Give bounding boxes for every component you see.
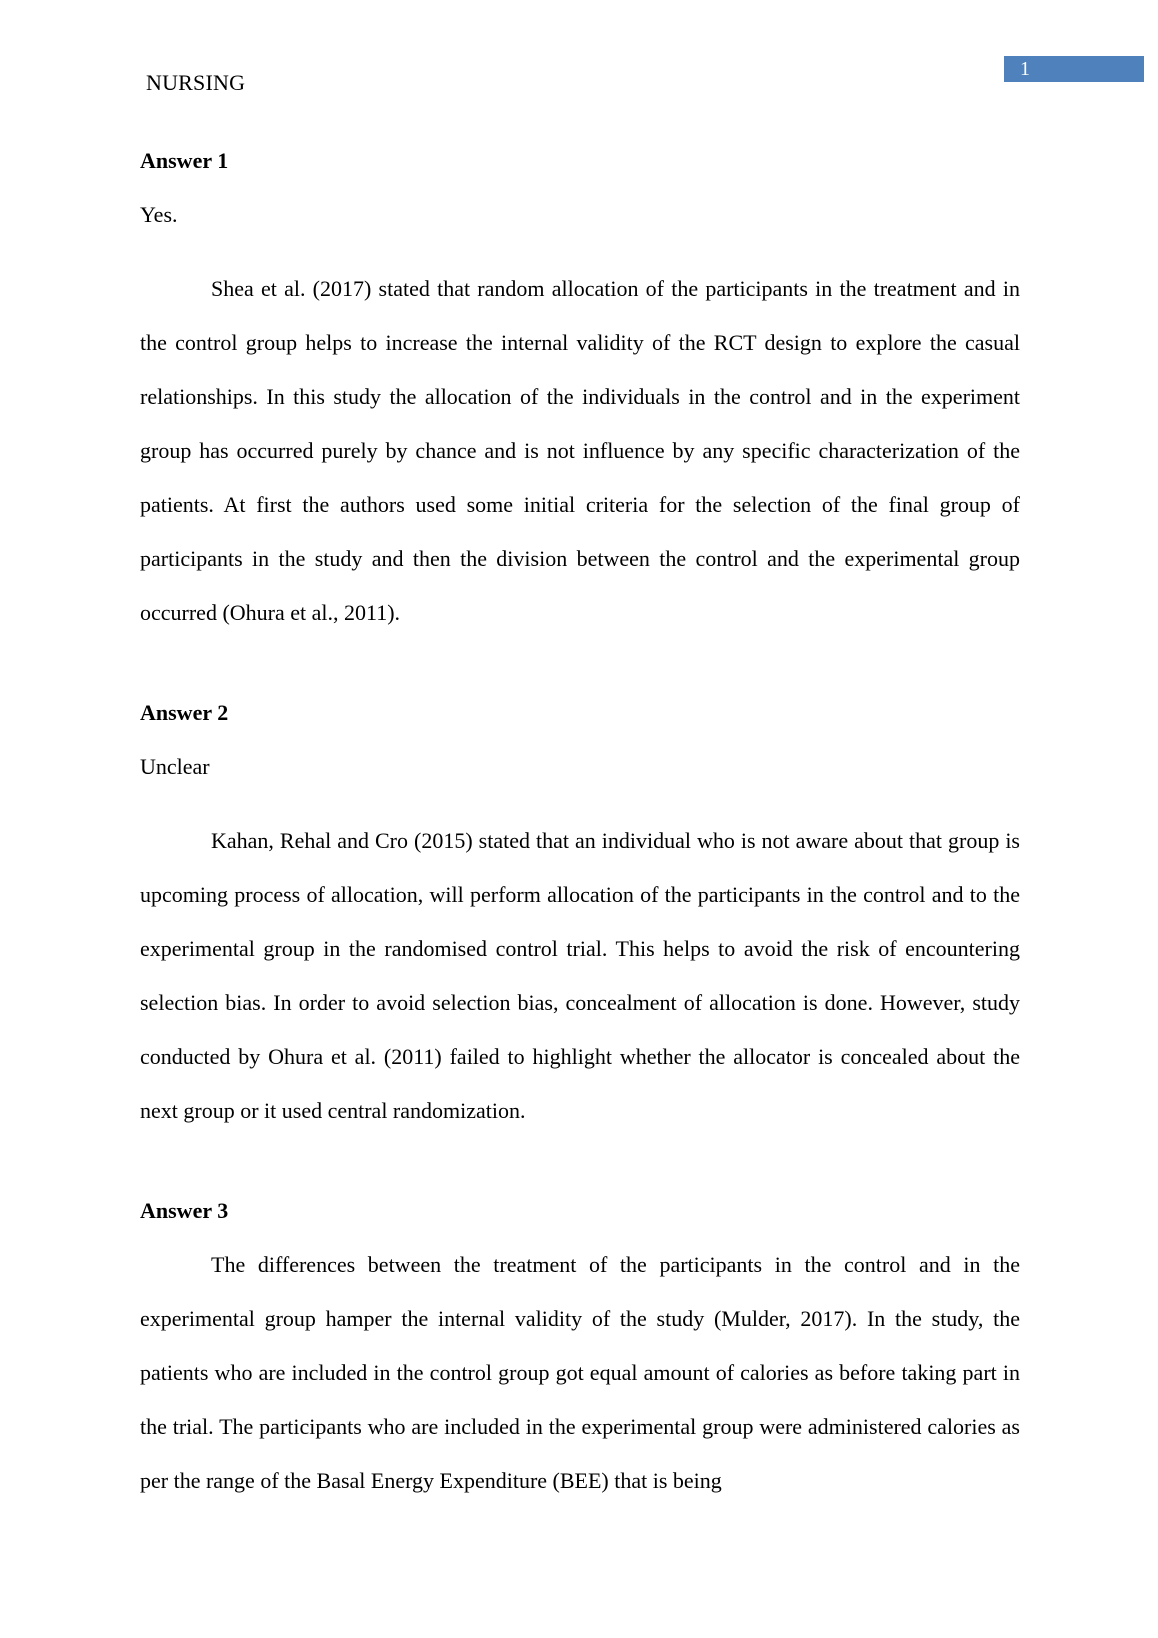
answer-1-heading: Answer 1 [140, 148, 229, 173]
answer-2-paragraph: Kahan, Rehal and Cro (2015) stated that an individual who is not aware about that group is upcoming process of allocation, will perform allocation of the participants in the control and to the experimental group in the randomised control trial. This helps to avoid the risk of encountering selection bias. In order to avoid selection bias, concealment of allocation is done. However, study conducted by Ohura et al. (2011) failed to highlight whether the allocator is concealed about the next group or it used central randomization. [140, 828, 1020, 1123]
answer-1-paragraph: Shea et al. (2017) stated that random allocation of the participants in the treatment and in the control group helps to increase the internal validity of the RCT design to explore the casual relationships. In this study the allocation of the individuals in the control and in the experiment group has occurred purely by chance and is not influence by any specific characterization of the patients. At first the authors used some initial criteria for the selection of the final group of participants in the study and then the division between the control and the experimental group occurred (Ohura et al., 2011). [140, 276, 1020, 625]
page-number: 1 [1004, 56, 1144, 82]
running-head: NURSING [146, 70, 246, 95]
answer-2-short: Unclear [140, 754, 210, 779]
answer-2-heading: Answer 2 [140, 700, 229, 725]
answer-3-heading: Answer 3 [140, 1198, 229, 1223]
answer-1-short: Yes. [140, 202, 178, 227]
document-body [140, 134, 1020, 1508]
answer-3-paragraph: The differences between the treatment of the participants in the control and in the experimental group hamper the internal validity of the study (Mulder, 2017). In the study, the patients who are included in the control group got equal amount of calories as before taking part in the trial. The participants who are included in the experimental group were administered calories as per the range of the Basal Energy Expenditure (BEE) that is being [140, 1252, 1020, 1493]
